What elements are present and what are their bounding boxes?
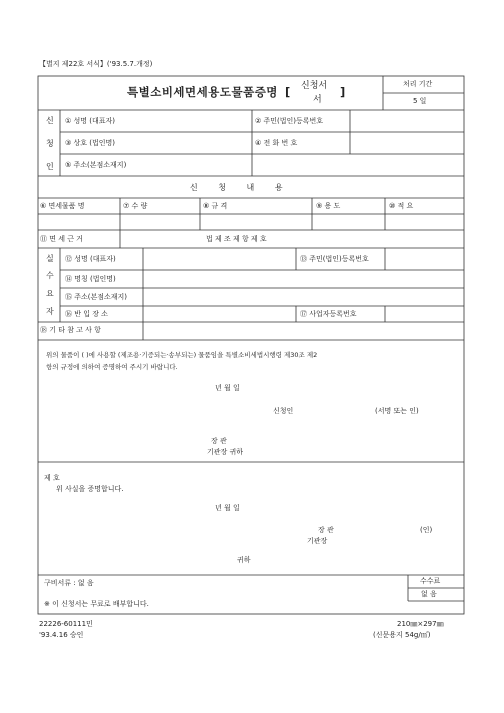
consumer-place-field: ⑯ 반 입 장 소 (65, 310, 108, 318)
title-kind-bottom: 서 (313, 95, 322, 105)
legal-basis-label: ⑪ 면 세 근 거 (40, 235, 83, 243)
other-notes-label: ⑱ 기 타 참 고 사 항 (40, 326, 101, 334)
form-code: 22226-60111민 (39, 620, 93, 628)
request-col-item: ⑥ 면세물품 명 (40, 202, 85, 210)
applicant-resident-no-field: ② 주민(법인)등록번호 (255, 117, 324, 125)
form-title: 특별소비세면세용도물품증명 (127, 85, 278, 99)
request-col-quantity: ⑦ 수 량 (123, 202, 148, 210)
certificate-date: 년 월 일 (215, 504, 240, 512)
title-bracket-open: [ (285, 85, 291, 99)
fee-label: 수수료 (420, 577, 441, 585)
statement-addressee-2: 기관장 귀하 (207, 448, 244, 456)
title-bracket-close: ] (340, 85, 346, 99)
free-distribution-note: ※ 이 신청서는 무료로 배부합니다. (44, 600, 149, 608)
certificate-text: 위 사실을 증명합니다. (56, 485, 124, 493)
consumer-side-label-4: 자 (46, 307, 54, 316)
request-col-remarks: ⑩ 적 요 (389, 202, 414, 210)
applicant-side-label-2: 청 (46, 139, 54, 148)
consumer-address-field: ⑮ 주소(본점소재지) (65, 293, 128, 301)
request-col-spec: ⑧ 규 격 (203, 202, 228, 210)
legal-basis-text: 법 제 조 제 항 제 호 (206, 235, 267, 243)
paper-type: (신문용지 54g/㎡) (373, 631, 431, 639)
approval-date: '93.4.16 승인 (39, 631, 84, 639)
consumer-company-field: ⑭ 명칭 (법인명) (65, 275, 116, 283)
certificate-addressee: 귀하 (237, 556, 251, 564)
statement-addressee-1: 장 관 (211, 437, 227, 445)
applicant-address-field: ⑤ 주소(본점소재지) (65, 161, 127, 169)
title-kind-top: 신청서 (301, 81, 328, 91)
statement-line-2: 항의 규정에 의하여 증명하여 주시기 바랍니다. (46, 363, 178, 371)
statement-date: 년 월 일 (215, 384, 240, 392)
applicant-trade-name-field: ③ 상호 (법인명) (65, 139, 115, 147)
consumer-biz-no-field: ⑰ 사업자등록번호 (300, 310, 357, 318)
certificate-number: 제 호 (44, 474, 60, 482)
consumer-resident-no-field: ⑬ 주민(법인)등록번호 (300, 255, 369, 263)
consumer-name-field: ⑫ 성명 (대표자) (65, 255, 116, 263)
paper-size: 210㎜×297㎜ (397, 620, 444, 628)
fee-value: 없 음 (421, 590, 437, 598)
applicant-name-field: ① 성명 (대표자) (65, 117, 115, 125)
consumer-side-label-3: 요 (46, 289, 54, 298)
applicant-side-label-1: 신 (46, 116, 54, 125)
request-col-usage: ⑨ 용 도 (316, 202, 341, 210)
processing-period-value: 5 일 (413, 97, 427, 105)
required-documents: 구비서류 : 없 음 (44, 579, 94, 587)
applicant-side-label-3: 인 (46, 162, 54, 171)
certificate-issuer-1: 장 관 (318, 526, 334, 534)
statement-line-1: 위의 물품이 ( )에 사용할 (제조용·기증되는·송부되는) 물품임을 특별소비세법시행령 제30조 제2 (46, 351, 318, 359)
statement-applicant: 신청인 (273, 407, 294, 415)
certificate-issuer-2: 기관장 (307, 537, 328, 545)
request-section-header: 신 청 내 용 (190, 183, 283, 192)
certificate-seal: (인) (420, 526, 433, 534)
consumer-side-label-1: 실 (46, 254, 54, 263)
processing-period-label: 처리 기간 (403, 80, 433, 88)
form-number: 【별지 제22호 서식】('93.5.7.개정) (39, 60, 153, 68)
consumer-side-label-2: 수 (46, 271, 54, 280)
statement-sign: (서명 또는 인) (375, 407, 419, 415)
applicant-phone-field: ④ 전 화 번 호 (255, 139, 298, 147)
